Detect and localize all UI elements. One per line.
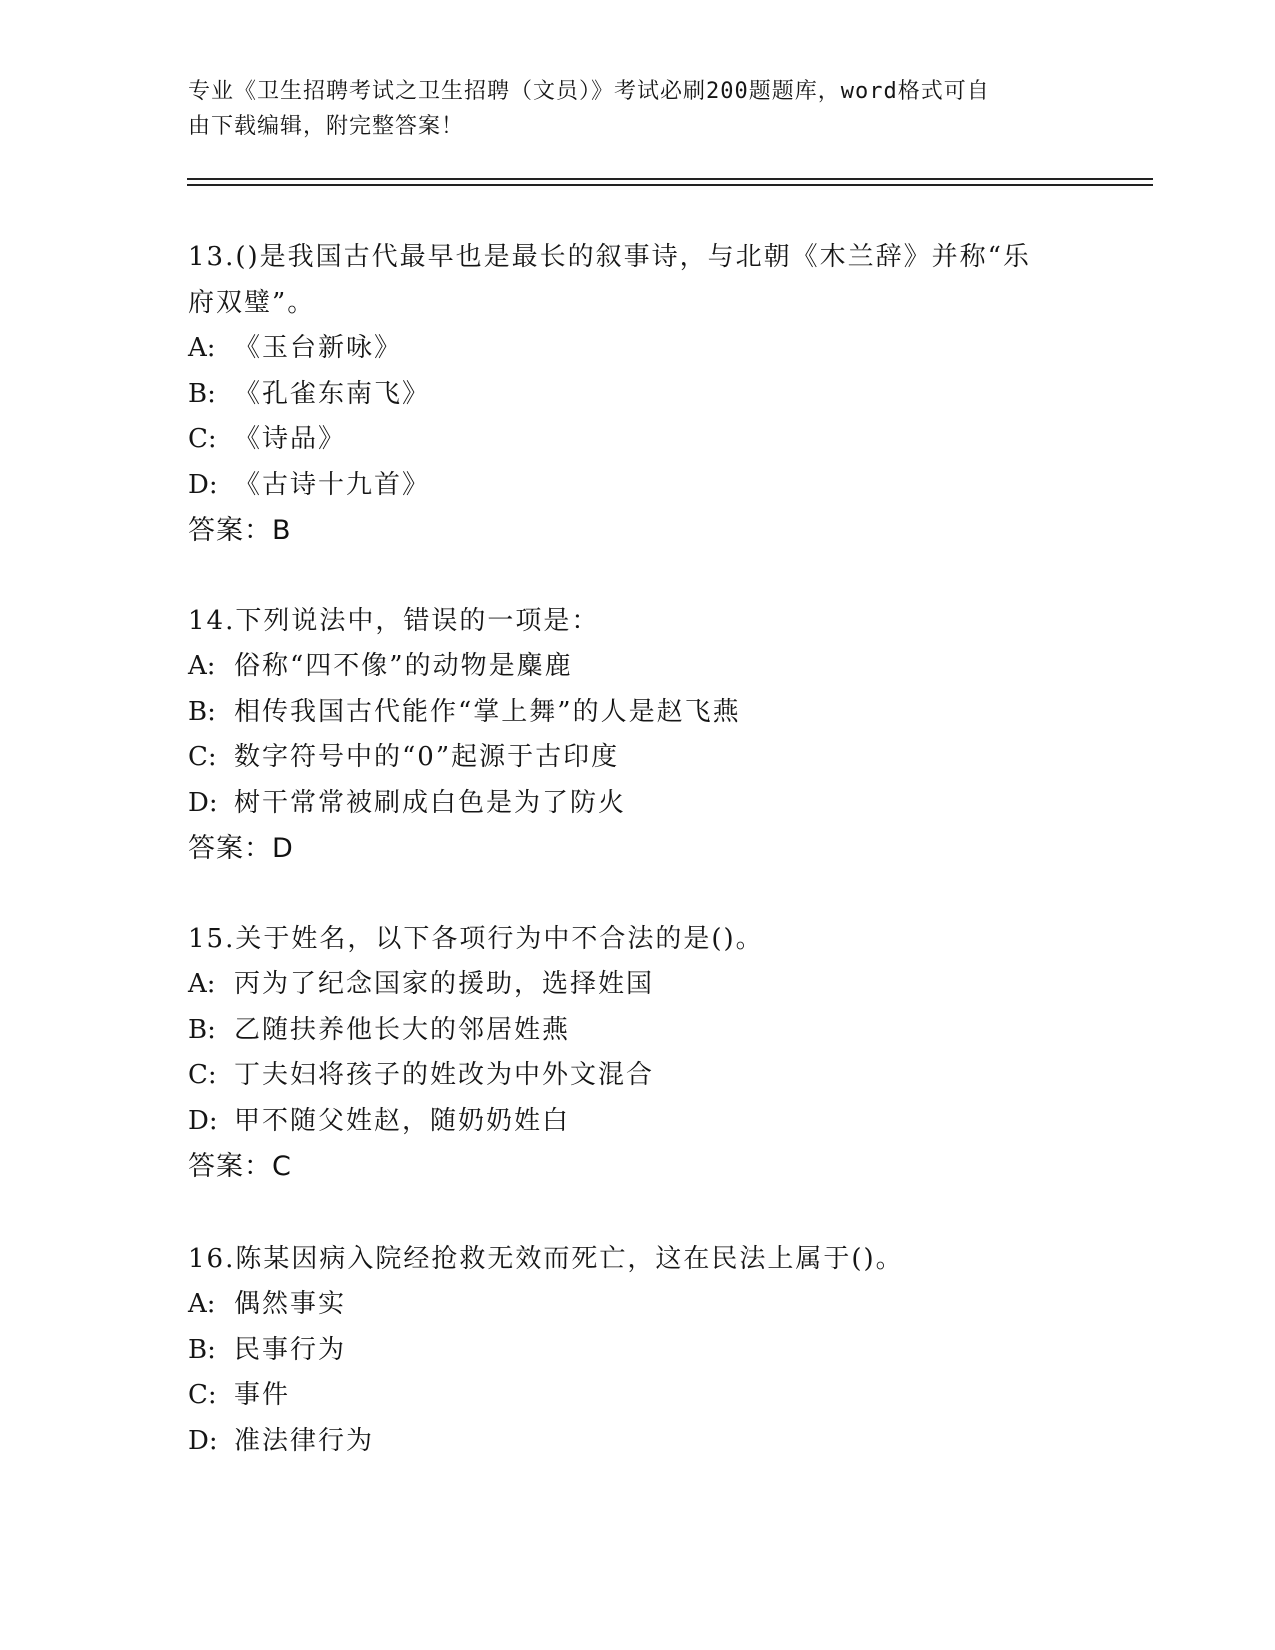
option-c <box>188 1053 1088 1099</box>
option-text: 乙随扶养他长大的邻居姓燕 <box>234 1014 571 1045</box>
option-a <box>188 644 1088 690</box>
question-15 <box>188 916 1088 1190</box>
option-key: A: <box>188 969 216 999</box>
option-key: C: <box>188 742 217 772</box>
option-key: D: <box>188 1105 218 1136</box>
option-d <box>188 1099 1088 1145</box>
header-divider-bottom <box>187 184 1153 186</box>
option-text: 《玉台新咏》 <box>234 333 403 363</box>
option-d <box>188 781 1088 827</box>
option-key: A: <box>188 333 216 363</box>
question-text <box>188 598 1088 644</box>
question-16 <box>188 1236 1088 1464</box>
option-key: D: <box>188 787 218 818</box>
option-text: 丙为了纪念国家的援助，选择姓国 <box>234 969 655 999</box>
option-c <box>188 735 1088 781</box>
answer-line: 答案：C <box>188 1151 292 1182</box>
option-key: D: <box>188 1425 218 1456</box>
option-d <box>188 463 1088 509</box>
option-text: 俗称“四不像”的动物是麋鹿 <box>234 651 573 681</box>
option-text: 准法律行为 <box>234 1425 375 1456</box>
option-b <box>188 372 1088 418</box>
option-text: 《古诗十九首》 <box>234 469 431 500</box>
question-14 <box>188 598 1088 872</box>
option-text: 树干常常被刷成白色是为了防火 <box>234 787 627 818</box>
question-text-line-1: 15.关于姓名，以下各项行为中不合法的是()。 <box>188 924 764 954</box>
option-key: A: <box>188 1289 216 1319</box>
header-line-2: 由下载编辑，附完整答案！ <box>188 114 465 139</box>
option-b <box>188 1328 1088 1374</box>
question-text-line-1: 16.陈某因病入院经抢救无效而死亡，这在民法上属于()。 <box>188 1244 904 1274</box>
option-text: 《诗品》 <box>234 424 347 454</box>
option-d <box>188 1419 1088 1465</box>
option-key: B: <box>188 1334 216 1365</box>
option-key: C: <box>188 1380 217 1410</box>
option-text: 甲不随父姓赵，随奶奶姓白 <box>234 1105 571 1136</box>
option-b <box>188 1008 1088 1054</box>
option-text: 数字符号中的“0”起源于古印度 <box>234 742 620 772</box>
option-key: B: <box>188 378 216 409</box>
option-a <box>188 1282 1088 1328</box>
option-a <box>188 962 1088 1008</box>
option-b <box>188 690 1088 736</box>
option-key: D: <box>188 469 218 500</box>
header-divider-top <box>187 178 1153 180</box>
answer-line: 答案：B <box>188 515 292 546</box>
option-a <box>188 326 1088 372</box>
question-text <box>188 234 1088 326</box>
option-key: C: <box>188 1060 217 1090</box>
option-text: 事件 <box>234 1380 291 1410</box>
option-key: B: <box>188 696 216 727</box>
option-text: 民事行为 <box>234 1334 347 1365</box>
option-text: 《孔雀东南飞》 <box>234 378 431 409</box>
option-text: 偶然事实 <box>234 1289 347 1319</box>
question-text <box>188 916 1088 962</box>
header-line-1: 专业《卫生招聘考试之卫生招聘（文员）》考试必刷200题题库，word格式可自 <box>188 79 990 104</box>
question-text-line-2: 府双璧”。 <box>188 288 316 318</box>
option-key: A: <box>188 651 216 681</box>
question-13 <box>188 234 1088 554</box>
option-key: C: <box>188 424 217 454</box>
question-text <box>188 1236 1088 1282</box>
option-text: 相传我国古代能作“掌上舞”的人是赵飞燕 <box>234 696 741 727</box>
question-text-line-1: 14.下列说法中，错误的一项是： <box>188 606 600 636</box>
option-c <box>188 417 1088 463</box>
option-c <box>188 1373 1088 1419</box>
document-header <box>188 74 1068 144</box>
question-text-line-1: 13.()是我国古代最早也是最长的叙事诗，与北朝《木兰辞》并称“乐 <box>188 242 1031 272</box>
option-text: 丁夫妇将孩子的姓改为中外文混合 <box>234 1060 655 1090</box>
option-key: B: <box>188 1014 216 1045</box>
answer-line: 答案：D <box>188 833 294 864</box>
